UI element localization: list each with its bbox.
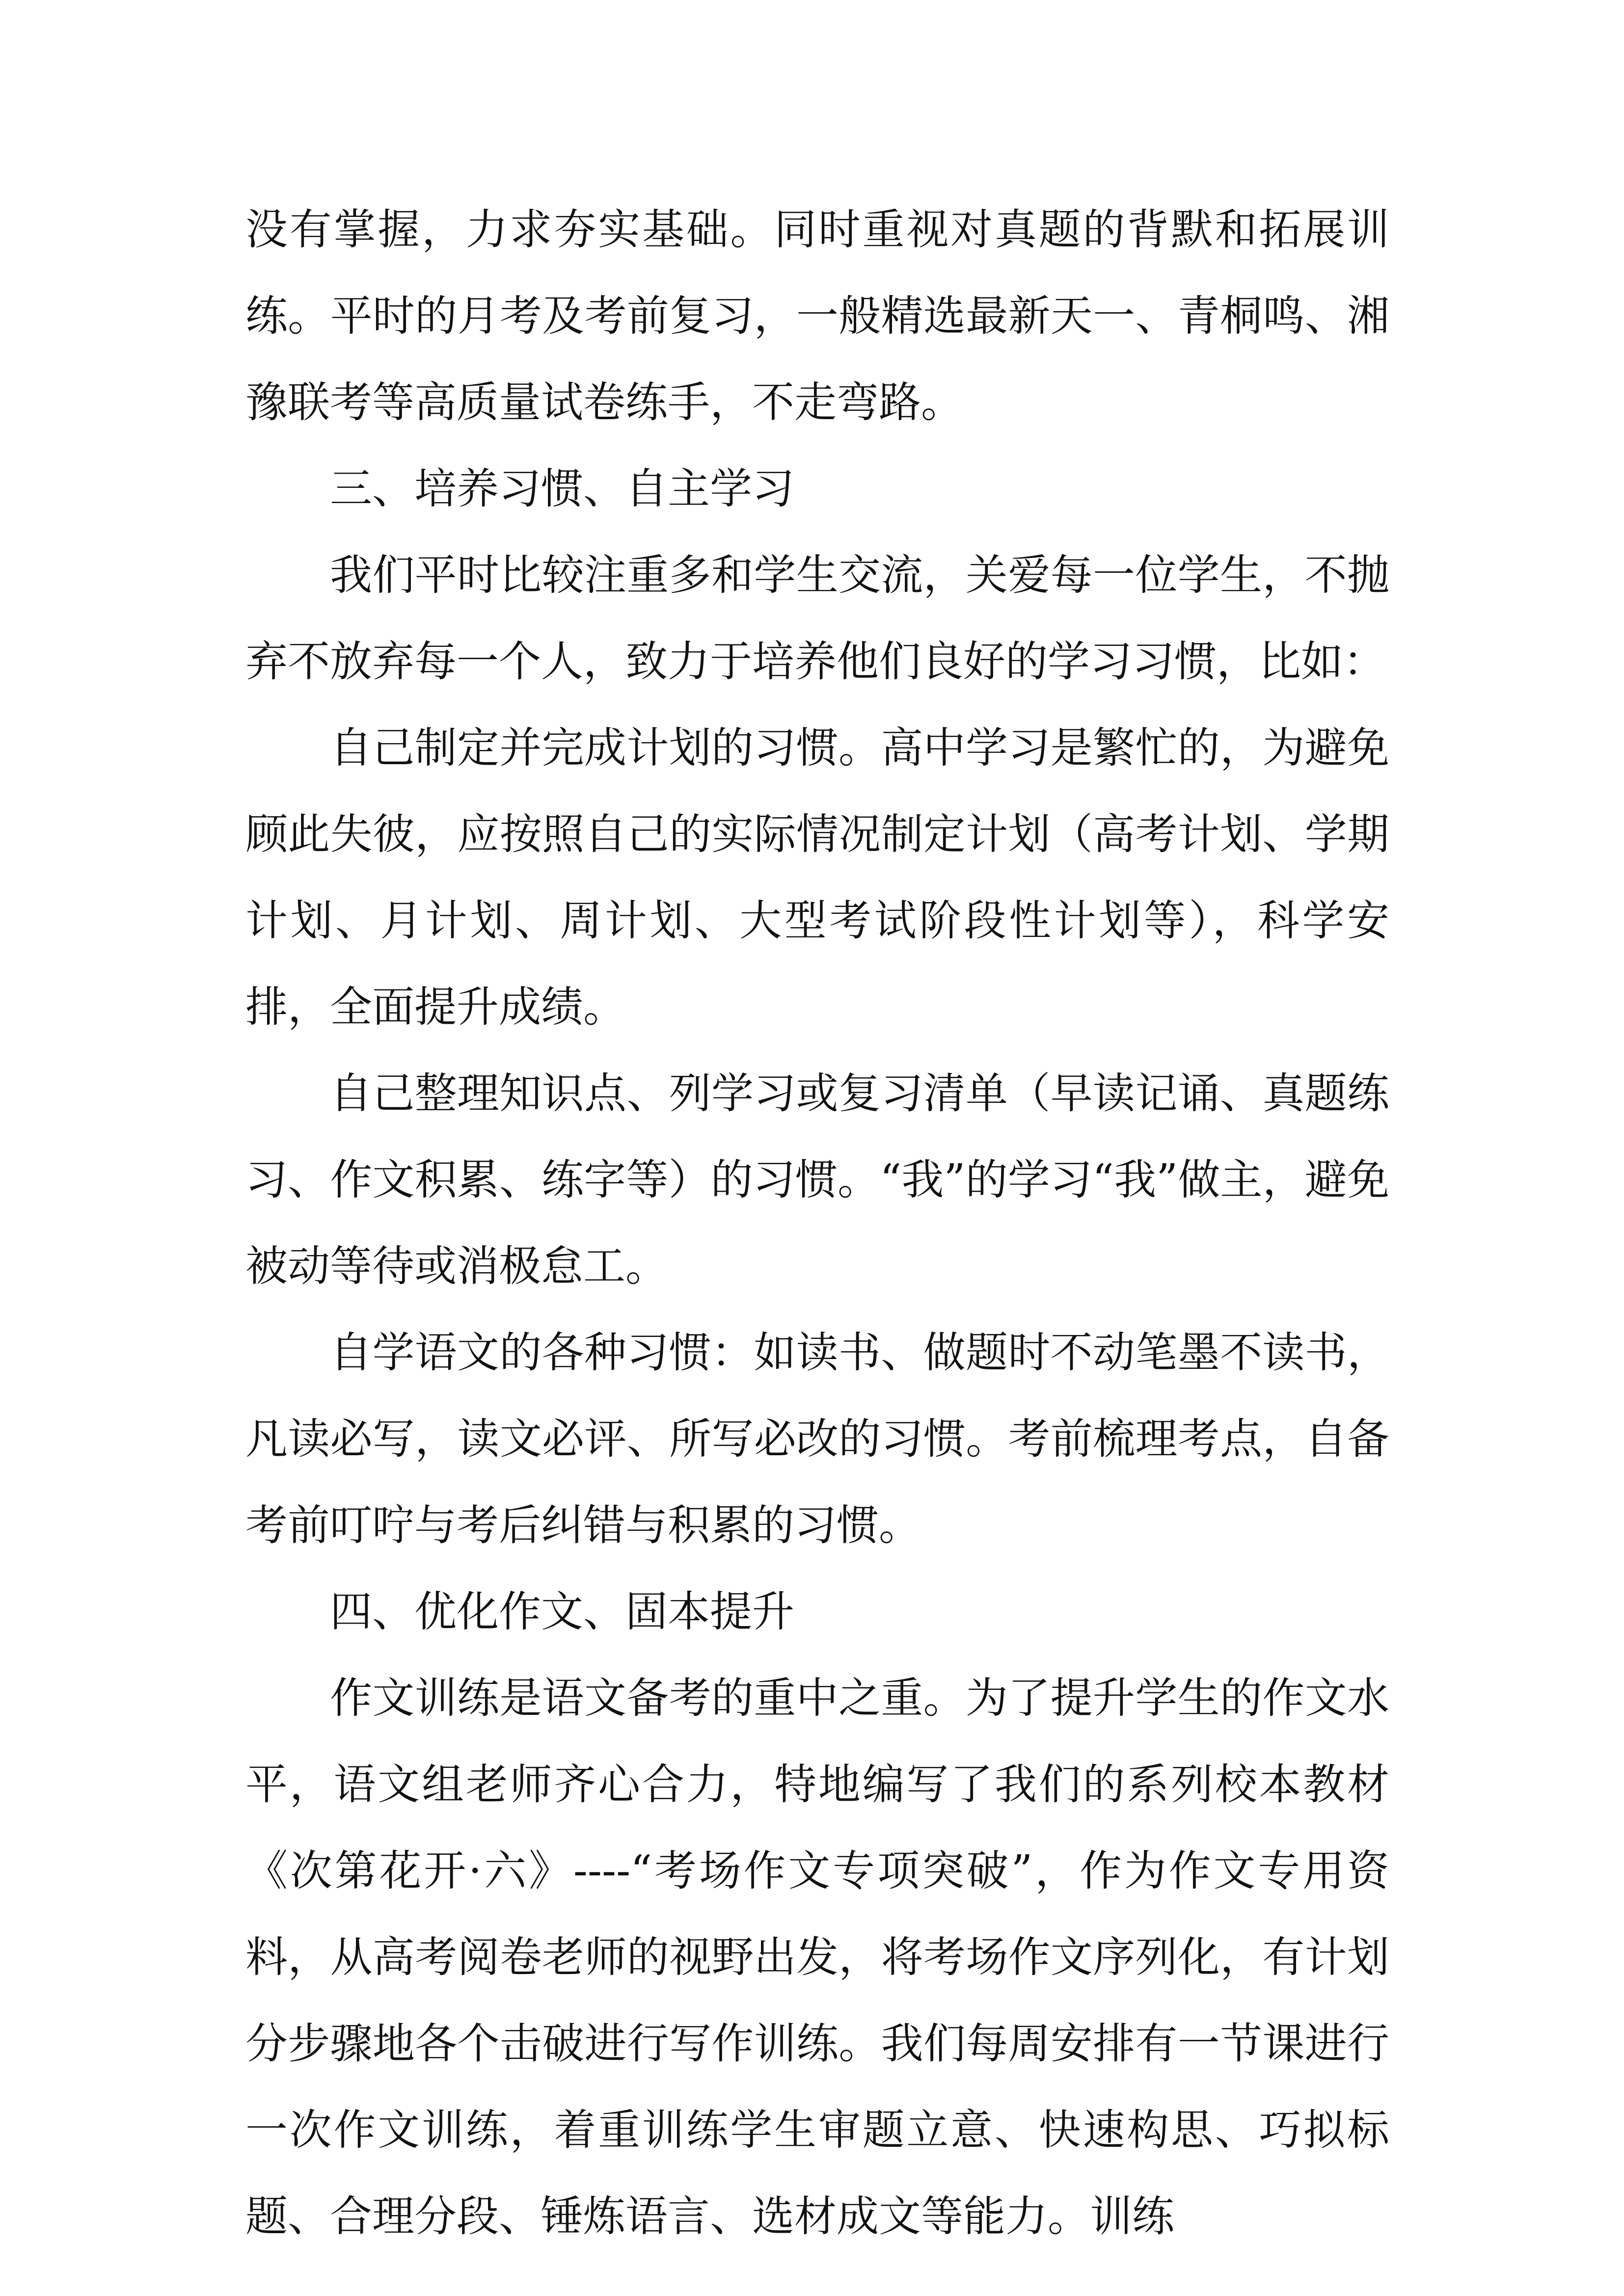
section-heading-four: 四、优化作文、固本提升	[330, 1587, 794, 1636]
paragraph-planning-habit: 自己制定并完成计划的习惯。高中学习是繁忙的，为避免顾此失彼，应按照自己的实际情况制定计划（高考计划、学期计划、月计划、周计划、大型考试阶段性计划等），科学安排，全面提升成绩。	[245, 723, 1389, 1032]
paragraph-knowledge-list-habit: 自己整理知识点、列学习或复习清单（早读记诵、真题练习、作文积累、练字等）的习惯。“我”的学习“我”做主，避免被动等待或消极怠工。	[245, 1069, 1389, 1291]
document-body	[245, 187, 1389, 2260]
paragraph-writing-training: 作文训练是语文备考的重中之重。为了提升学生的作文水平，语文组老师齐心合力，特地编写了我们的系列校本教材《次第花开·六》----“考场作文专项突破”，作为作文专用资料，从高考阅卷老师的视野出发，将考场作文序列化，有计划分步骤地各个击破进行写作训练。我们每周安排有一节课进行一次作文训练，着重训练学生审题立意、快速构思、巧拟标题、合理分段、锤炼语言、选材成文等能力。训练	[245, 1674, 1389, 2241]
paragraph-self-study-habit: 自学语文的各种习惯：如读书、做题时不动笔墨不读书，凡读必写，读文必评、所写必改的习惯。考前梳理考点，自备考前叮咛与考后纠错与积累的习惯。	[245, 1328, 1389, 1550]
paragraph-communication: 我们平时比较注重多和学生交流，关爱每一位学生，不抛弃不放弃每一个人，致力于培养他们良好的学习习惯，比如：	[245, 551, 1389, 686]
paragraph-continuation: 没有掌握，力求夯实基础。同时重视对真题的背默和拓展训练。平时的月考及考前复习，一般精选最新天一、青桐鸣、湘豫联考等高质量试卷练手，不走弯路。	[245, 205, 1389, 427]
section-heading-three: 三、培养习惯、自主学习	[330, 464, 794, 513]
